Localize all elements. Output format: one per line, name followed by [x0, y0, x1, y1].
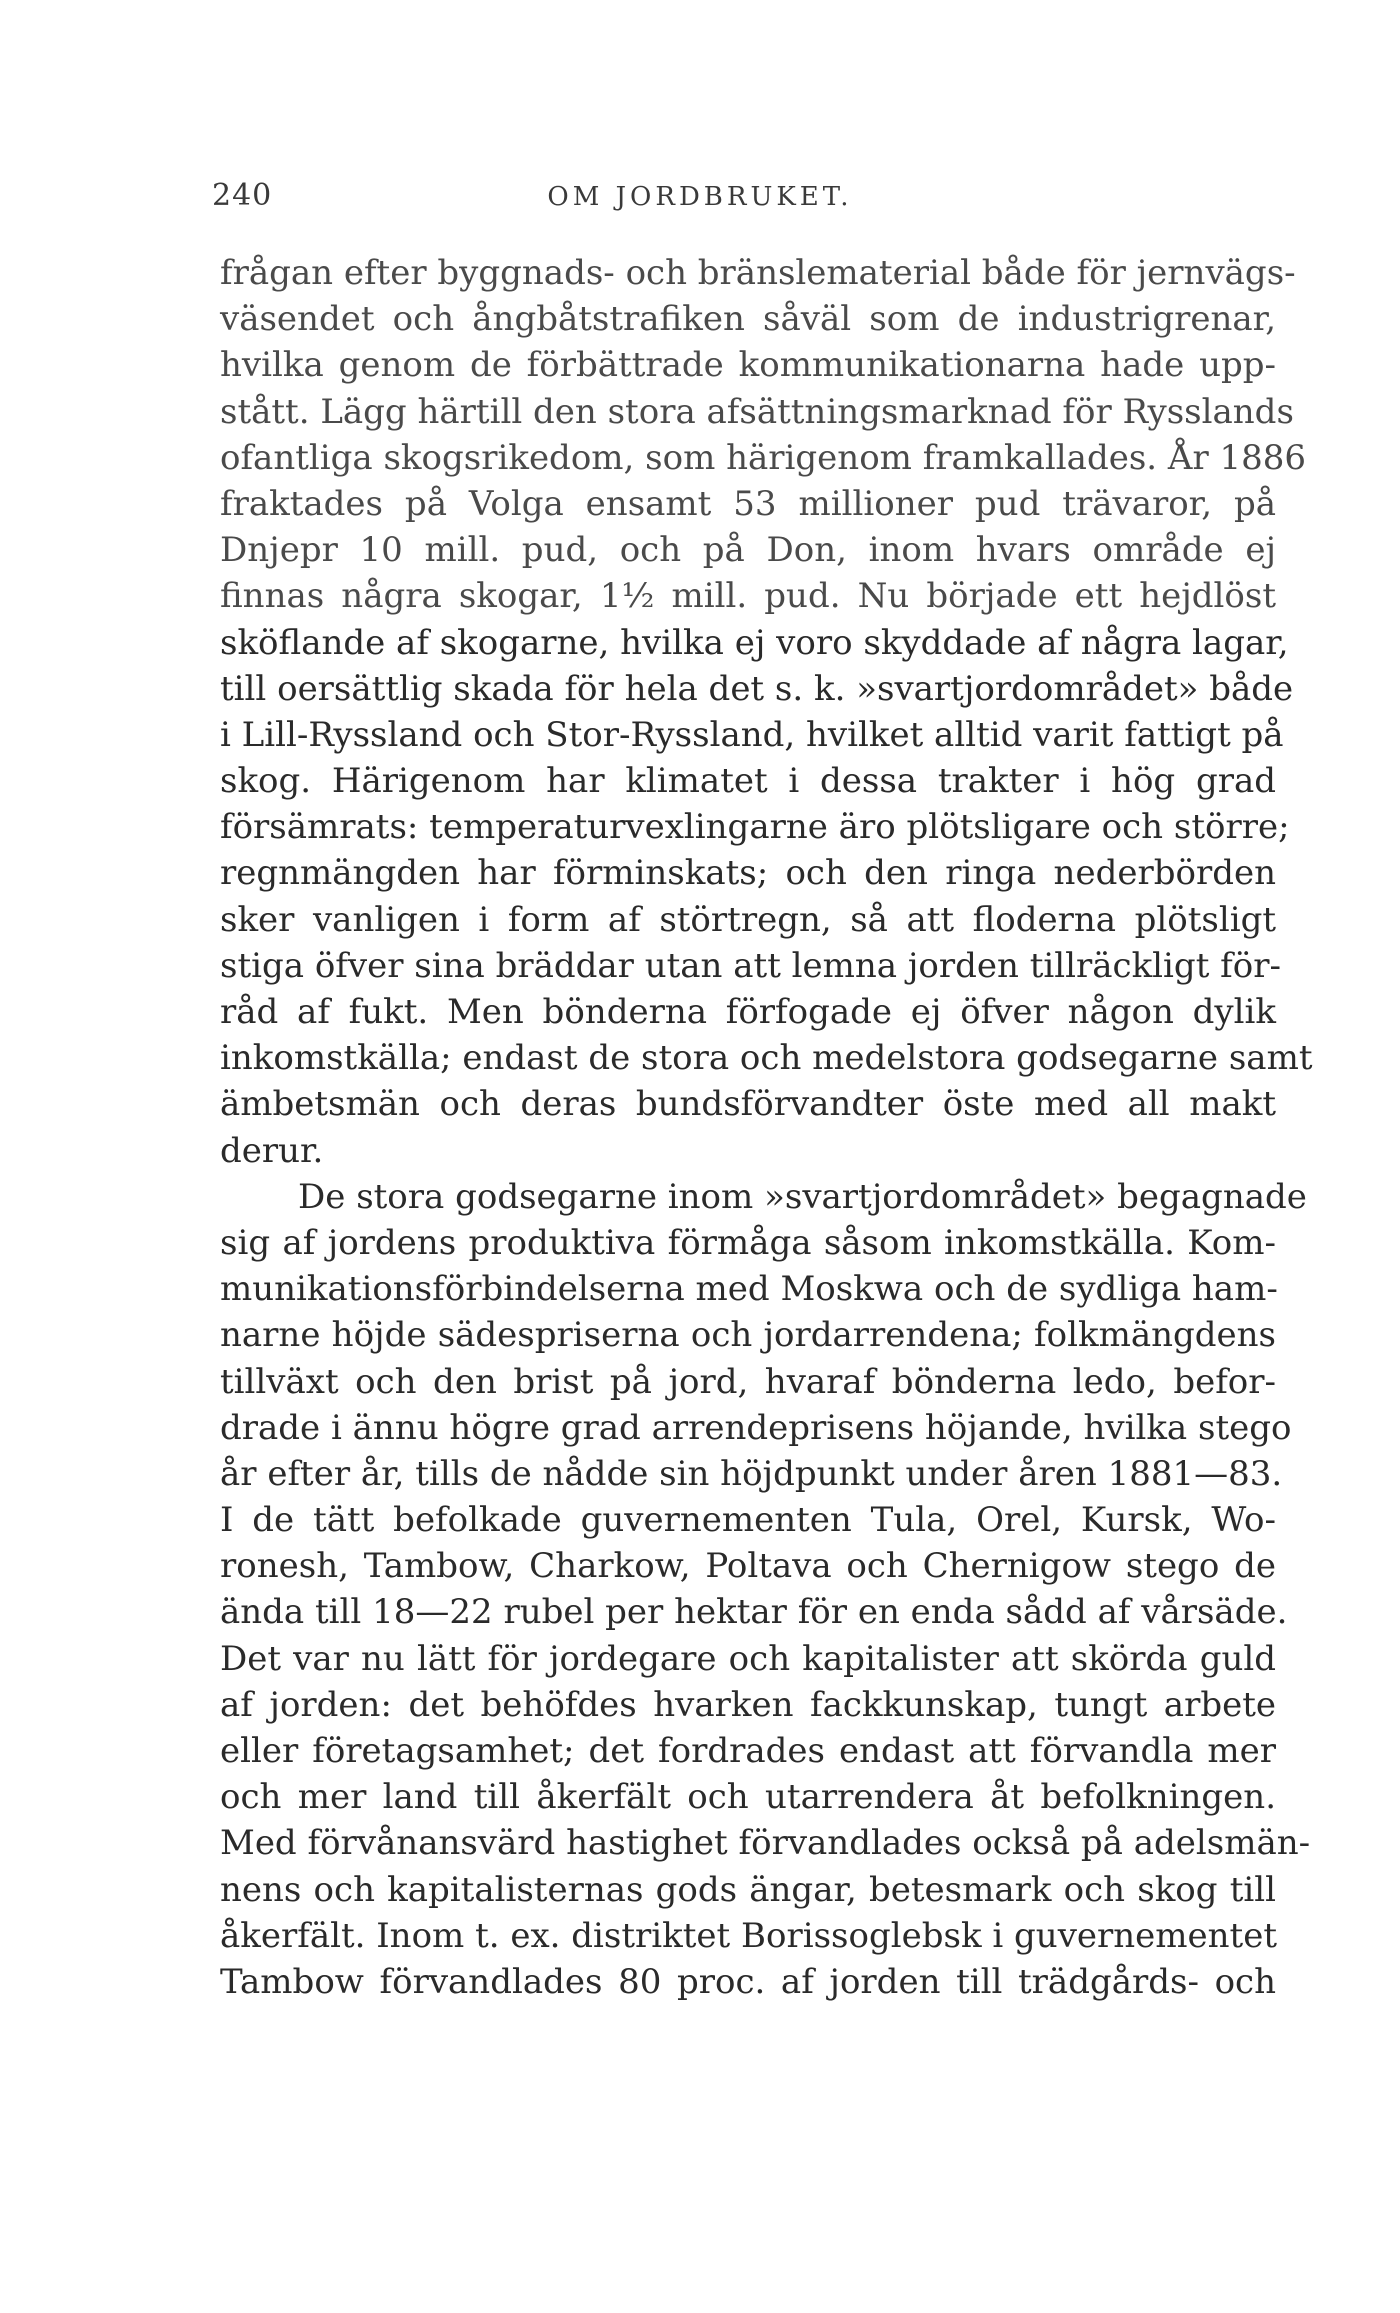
text-line: narne höjde sädespriserna och jordarrendena; folkmängdens: [220, 1315, 1276, 1356]
text-line: frågan efter byggnads- och bränslematerial både för jernvägs-: [220, 253, 1296, 293]
text-line: Med förvånansvärd hastighet förvandlades också på adelsmän-: [220, 1823, 1311, 1864]
text-line: ofantliga skogsrikedom, som härigenom framkallades. År 1886: [220, 437, 1307, 478]
text-line: stiga öfver sina bräddar utan att lemna jorden tillräckligt för-: [220, 945, 1281, 986]
text-line: ända till 18—22 rubel per hektar för en enda sådd af vårsäde.: [220, 1592, 1288, 1633]
page-number: 240: [212, 178, 273, 213]
text-line: inkomstkälla; endast de stora och medelstora godsegarne samt: [220, 1038, 1313, 1079]
body-text: [220, 250, 1313, 2005]
text-line: derur.: [220, 1130, 324, 1171]
text-line: sköflande af skogarne, hvilka ej voro skyddade af några lagar,: [220, 622, 1289, 663]
running-title: OM JORDBRUKET.: [547, 182, 853, 212]
text-line: De stora godsegarne inom »svartjordområdet» begagnade: [298, 1176, 1307, 1217]
text-line: Det var nu lätt för jordegare och kapitalister att skörda guld: [220, 1638, 1276, 1679]
text-line: I de tätt befolkade guvernementen Tula, Orel, Kursk, Wo-: [220, 1500, 1276, 1541]
text-line: ronesh, Tambow, Charkow, Poltava och Chernigow stego de: [220, 1546, 1276, 1587]
text-line: år efter år, tills de nådde sin höjdpunkt under åren 1881—83.: [220, 1453, 1283, 1494]
text-line: regnmängden har förminskats; och den ringa nederbörden: [220, 853, 1276, 894]
text-line: skog. Härigenom har klimatet i dessa trakter i hög grad: [220, 761, 1276, 802]
text-line: Tambow förvandlades 80 proc. af jorden till trädgårds- och: [220, 1961, 1276, 2002]
text-line: ämbetsmän och deras bundsförvandter öste med all makt: [220, 1084, 1276, 1125]
text-line: råd af fukt. Men bönderna förfogade ej öfver någon dylik: [220, 992, 1276, 1032]
text-line: stått. Lägg härtill den stora afsättningsmarknad för Rysslands: [220, 391, 1294, 432]
text-line: åkerfält. Inom t. ex. distriktet Borissoglebsk i guvernementet: [220, 1915, 1278, 1956]
text-line: nens och kapitalisternas gods ängar, betesmark och skog till: [220, 1869, 1276, 1910]
text-line: till oersättlig skada för hela det s. k. »svartjordområdet» både: [220, 668, 1294, 709]
text-line: fraktades på Volga ensamt 53 millioner pud trävaror, på: [220, 483, 1276, 524]
text-line: sker vanligen i form af störtregn, så att floderna plötsligt: [220, 899, 1276, 940]
text-line: sig af jordens produktiva förmåga såsom inkomstkälla. Kom-: [220, 1222, 1276, 1263]
text-line: hvilka genom de förbättrade kommunikationarna hade upp-: [220, 345, 1276, 386]
text-line: Dnjepr 10 mill. pud, och på Don, inom hvars område ej: [220, 530, 1276, 571]
text-line: försämrats: temperaturvexlingarne äro plötsligare och större;: [220, 807, 1290, 848]
text-line: eller företagsamhet; det fordrades endast att förvandla mer: [220, 1731, 1276, 1771]
text-line: i Lill-Ryssland och Stor-Ryssland, hvilket alltid varit fattigt på: [220, 714, 1284, 755]
text-line: af jorden: det behöfdes hvarken fackkunskap, tungt arbete: [220, 1684, 1276, 1725]
text-line: drade i ännu högre grad arrendeprisens höjande, hvilka stego: [220, 1407, 1292, 1448]
text-line: tillväxt och den brist på jord, hvaraf bönderna ledo, befor-: [220, 1361, 1276, 1402]
text-line: väsendet och ångbåtstrafiken såväl som de industrigrenar,: [220, 299, 1276, 340]
text-line: munikationsförbindelserna med Moskwa och de sydliga ham-: [220, 1269, 1278, 1310]
text-line: och mer land till åkerfält och utarrendera åt befolkningen.: [220, 1777, 1276, 1818]
text-line: finnas några skogar, 1½ mill. pud. Nu började ett hejdlöst: [220, 576, 1276, 617]
